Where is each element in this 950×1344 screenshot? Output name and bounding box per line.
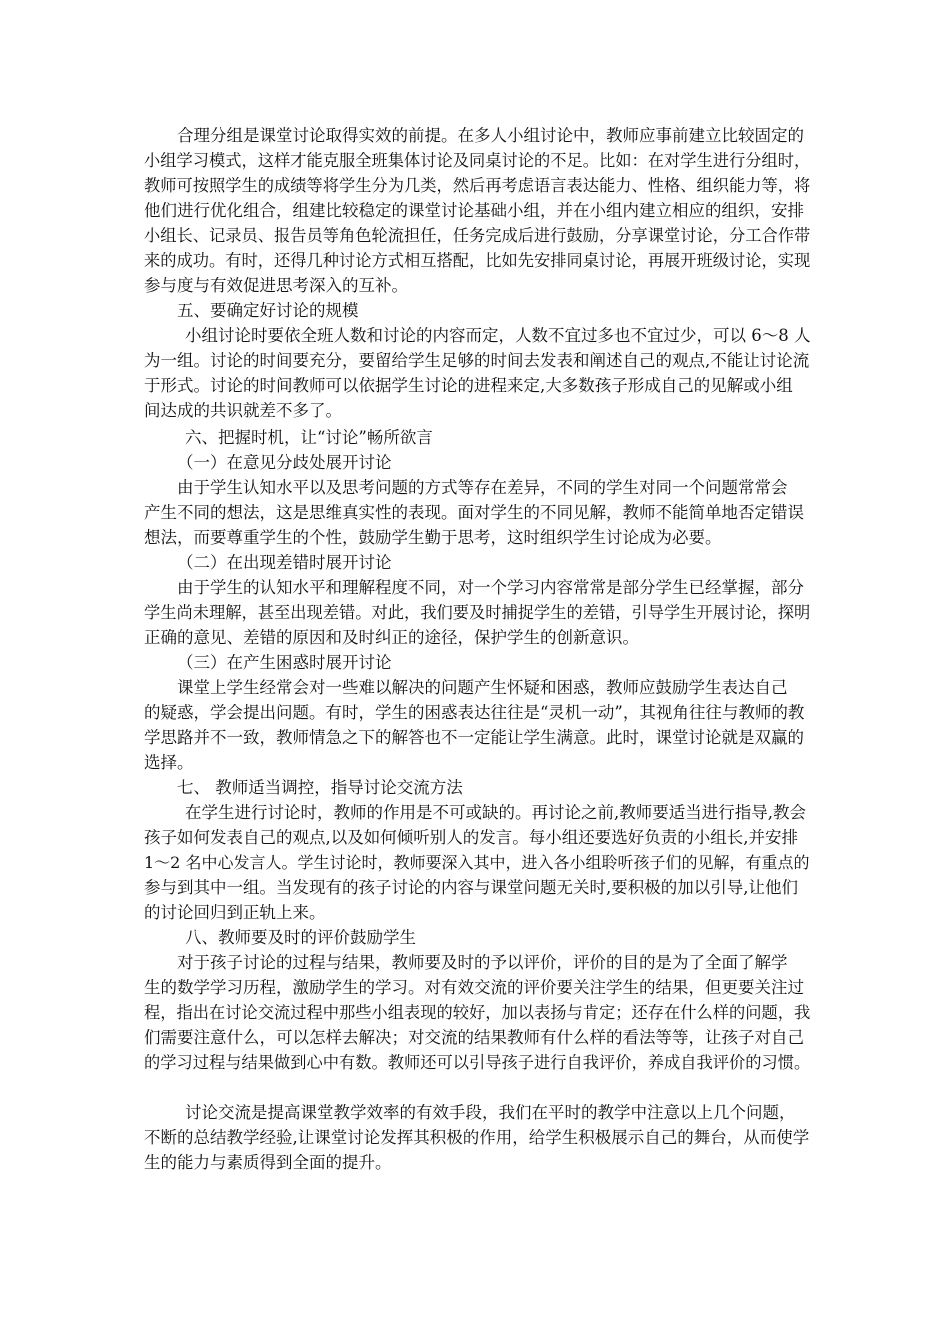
paragraph-line: 的讨论回归到正轨上来。: [144, 903, 326, 922]
paragraph-line: 小组长、记录员、报告员等角色轮流担任，任务完成后进行鼓励，分享课堂讨论，分工合作带: [144, 226, 811, 245]
paragraph-line: 小组学习模式，这样才能克服全班集体讨论及同桌讨论的不足。比如：在对学生进行分组时，: [144, 151, 811, 170]
section-heading: 八、教师要及时的评价鼓励学生: [185, 928, 416, 947]
paragraph-line: 程，指出在讨论交流过程中那些小组表现的较好，加以表扬与肯定；还存在什么样的问题，我: [144, 1003, 811, 1022]
paragraph-line: 参与度与有效促进思考深入的互补。: [144, 276, 408, 295]
paragraph-line: 课堂上学生经常会对一些难以解决的问题产生怀疑和困惑，教师应鼓励学生表达自己: [177, 678, 788, 697]
paragraph-line: 学生尚未理解，甚至出现差错。对此，我们要及时捕捉学生的差错，引导学生开展讨论，探明: [144, 603, 811, 622]
paragraph-line: 产生不同的想法，这是思维真实性的表现。面对学生的不同见解，教师不能简单地否定错误: [144, 503, 804, 522]
paragraph-line: 间达成的共识就差不多了。: [144, 401, 342, 420]
paragraph-line: 想法，而要尊重学生的个性，鼓励学生勤于思考，这时组织学生讨论成为必要。: [144, 528, 722, 547]
paragraph-line: 孩子如何发表自己的观点,以及如何倾听别人的发言。每小组还要选好负责的小组长,并安排: [144, 828, 798, 847]
paragraph-line: 生的能力与素质得到全面的提升。: [144, 1153, 392, 1172]
paragraph-line: 讨论交流是提高课堂教学效率的有效手段，我们在平时的教学中注意以上几个问题，: [185, 1103, 796, 1122]
paragraph-line: 的学习过程与结果做到心中有数。教师还可以引导孩子进行自我评价，养成自我评价的习惯。: [144, 1053, 811, 1072]
paragraph-line: 于形式。讨论的时间教师可以依据学生讨论的进程来定,大多数孩子形成自己的见解或小组: [144, 376, 793, 395]
subsection-heading: （一）在意见分歧处展开讨论: [177, 453, 392, 472]
paragraph-line: 为一组。讨论的时间要充分，要留给学生足够的时间去发表和阐述自己的观点,不能让讨论流: [144, 351, 810, 370]
paragraph-line: 来的成功。有时，还得几种讨论方式相互搭配，比如先安排同桌讨论，再展开班级讨论，实现: [144, 251, 811, 270]
paragraph-line: 不断的总结教学经验,让课堂讨论发挥其积极的作用，给学生积极展示自己的舞台，从而使学: [144, 1128, 810, 1147]
paragraph-line: 对于孩子讨论的过程与结果，教师要及时的予以评价，评价的目的是为了全面了解学: [177, 953, 788, 972]
subsection-heading: （三）在产生困惑时展开讨论: [177, 653, 392, 672]
paragraph-line: 1～2 名中心发言人。学生讨论时，教师要深入其中，进入各小组聆听孩子们的见解，有重点的: [144, 853, 810, 872]
paragraph-line: 学思路并不一致，教师情急之下的解答也不一定能让学生满意。此时，课堂讨论就是双赢的: [144, 728, 804, 747]
paragraph-line: 合理分组是课堂讨论取得实效的前提。在多人小组讨论中，教师应事前建立比较固定的: [177, 126, 804, 145]
paragraph-line: 们需要注意什么，可以怎样去解决；对交流的结果教师有什么样的看法等等，让孩子对自己: [144, 1028, 804, 1047]
section-heading: 七、 教师适当调控，指导讨论交流方法: [177, 778, 463, 797]
section-heading: 五、要确定好讨论的规模: [177, 301, 359, 320]
paragraph-line: 由于学生的认知水平和理解程度不同，对一个学习内容常常是部分学生已经掌握，部分: [177, 578, 804, 597]
paragraph-line: 在学生进行讨论时，教师的作用是不可或缺的。再讨论之前,教师要适当进行指导,教会: [185, 803, 806, 822]
paragraph-line: 的疑惑，学会提出问题。有时，学生的困惑表达往往是“灵机一动”，其视角往往与教师的教: [144, 703, 805, 722]
paragraph-line: 正确的意见、差错的原因和及时纠正的途径，保护学生的创新意识。: [144, 628, 639, 647]
paragraph-line: 由于学生认知水平以及思考问题的方式等存在差异，不同的学生对同一个问题常常会: [177, 478, 788, 497]
paragraph-line: 生的数学学习历程，激励学生的学习。对有效交流的评价要关注学生的结果，但更要关注过: [144, 978, 804, 997]
subsection-heading: （二）在出现差错时展开讨论: [177, 553, 392, 572]
paragraph-line: 参与到其中一组。当发现有的孩子讨论的内容与课堂问题无关时,要积极的加以引导,让他们: [144, 878, 798, 897]
paragraph-line: 他们进行优化组合，组建比较稳定的课堂讨论基础小组，并在小组内建立相应的组织，安排: [144, 201, 804, 220]
paragraph-line: 教师可按照学生的成绩等将学生分为几类，然后再考虑语言表达能力、性格、组织能力等，将: [144, 176, 811, 195]
section-heading: 六、把握时机，让“讨论”畅所欲言: [185, 428, 433, 447]
paragraph-line: 选择。: [144, 753, 194, 772]
paragraph-line: 小组讨论时要依全班人数和讨论的内容而定，人数不宜过多也不宜过少，可以 6～8 人: [185, 326, 811, 345]
